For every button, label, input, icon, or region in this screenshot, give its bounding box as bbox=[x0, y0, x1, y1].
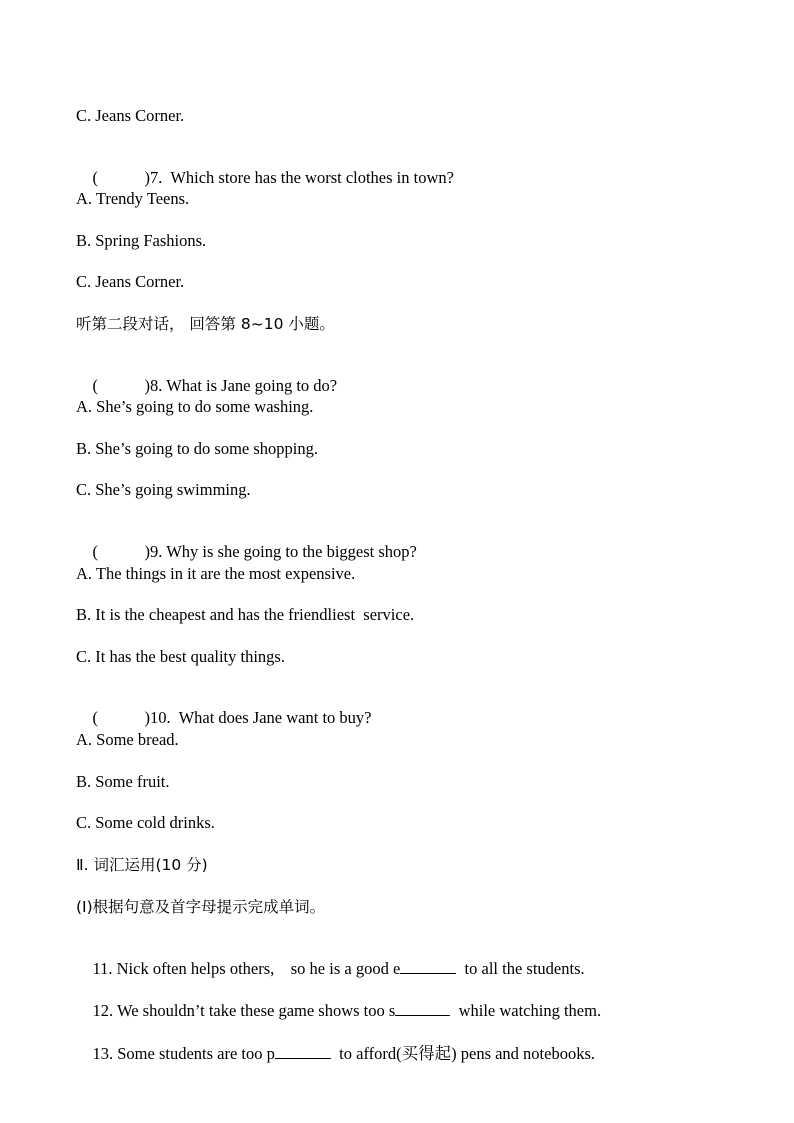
answer-bracket-open: ( bbox=[92, 168, 98, 187]
q6-option-c: C. Jeans Corner. bbox=[76, 106, 185, 125]
section-instruction: 听第二段对话， 回答第 8~10 小题。 bbox=[76, 315, 335, 333]
question-12-text-end: while watching them. bbox=[450, 1001, 602, 1020]
q7-option-a: A. Trendy Teens. bbox=[76, 189, 190, 208]
q10-option-a: A. Some bread. bbox=[76, 730, 179, 749]
question-13-text: 13. Some students are too p bbox=[92, 1044, 275, 1063]
q7-option-b: B. Spring Fashions. bbox=[76, 231, 207, 250]
q9-option-c: C. It has the best quality things. bbox=[76, 647, 285, 666]
q9-option-b: B. It is the cheapest and has the friendliest service. bbox=[76, 605, 415, 624]
answer-blank[interactable] bbox=[395, 1000, 450, 1016]
answer-bracket-open: ( bbox=[92, 708, 98, 727]
q8-option-c: C. She’s going swimming. bbox=[76, 480, 251, 499]
question-8-text: )8. What is Jane going to do? bbox=[144, 376, 338, 395]
section-heading-vocabulary: Ⅱ. 词汇运用(10 分) bbox=[76, 856, 208, 874]
question-11-text: 11. Nick often helps others, so he is a good e bbox=[92, 959, 401, 978]
question-12-text: 12. We shouldn’t take these game shows too s bbox=[92, 1001, 396, 1020]
q10-option-c: C. Some cold drinks. bbox=[76, 813, 215, 832]
subsection-instruction: (Ⅰ)根据句意及首字母提示完成单词。 bbox=[76, 898, 326, 916]
question-13 bbox=[76, 1023, 595, 1084]
q10-option-b: B. Some fruit. bbox=[76, 772, 170, 791]
answer-blank[interactable] bbox=[400, 958, 456, 974]
q8-option-a: A. She’s going to do some washing. bbox=[76, 397, 314, 416]
question-7-text: )7. Which store has the worst clothes in town? bbox=[144, 168, 454, 187]
answer-blank[interactable] bbox=[275, 1043, 331, 1059]
question-13-text-end: to afford(买得起) pens and notebooks. bbox=[330, 1044, 596, 1063]
answer-bracket-open: ( bbox=[92, 542, 98, 561]
answer-bracket-open: ( bbox=[92, 376, 98, 395]
q7-option-c: C. Jeans Corner. bbox=[76, 272, 185, 291]
q9-option-a: A. The things in it are the most expensive. bbox=[76, 564, 356, 583]
question-10-text: )10. What does Jane want to buy? bbox=[144, 708, 372, 727]
q8-option-b: B. She’s going to do some shopping. bbox=[76, 439, 319, 458]
question-11-text-end: to all the students. bbox=[456, 959, 585, 978]
question-9-text: )9. Why is she going to the biggest shop? bbox=[144, 542, 417, 561]
